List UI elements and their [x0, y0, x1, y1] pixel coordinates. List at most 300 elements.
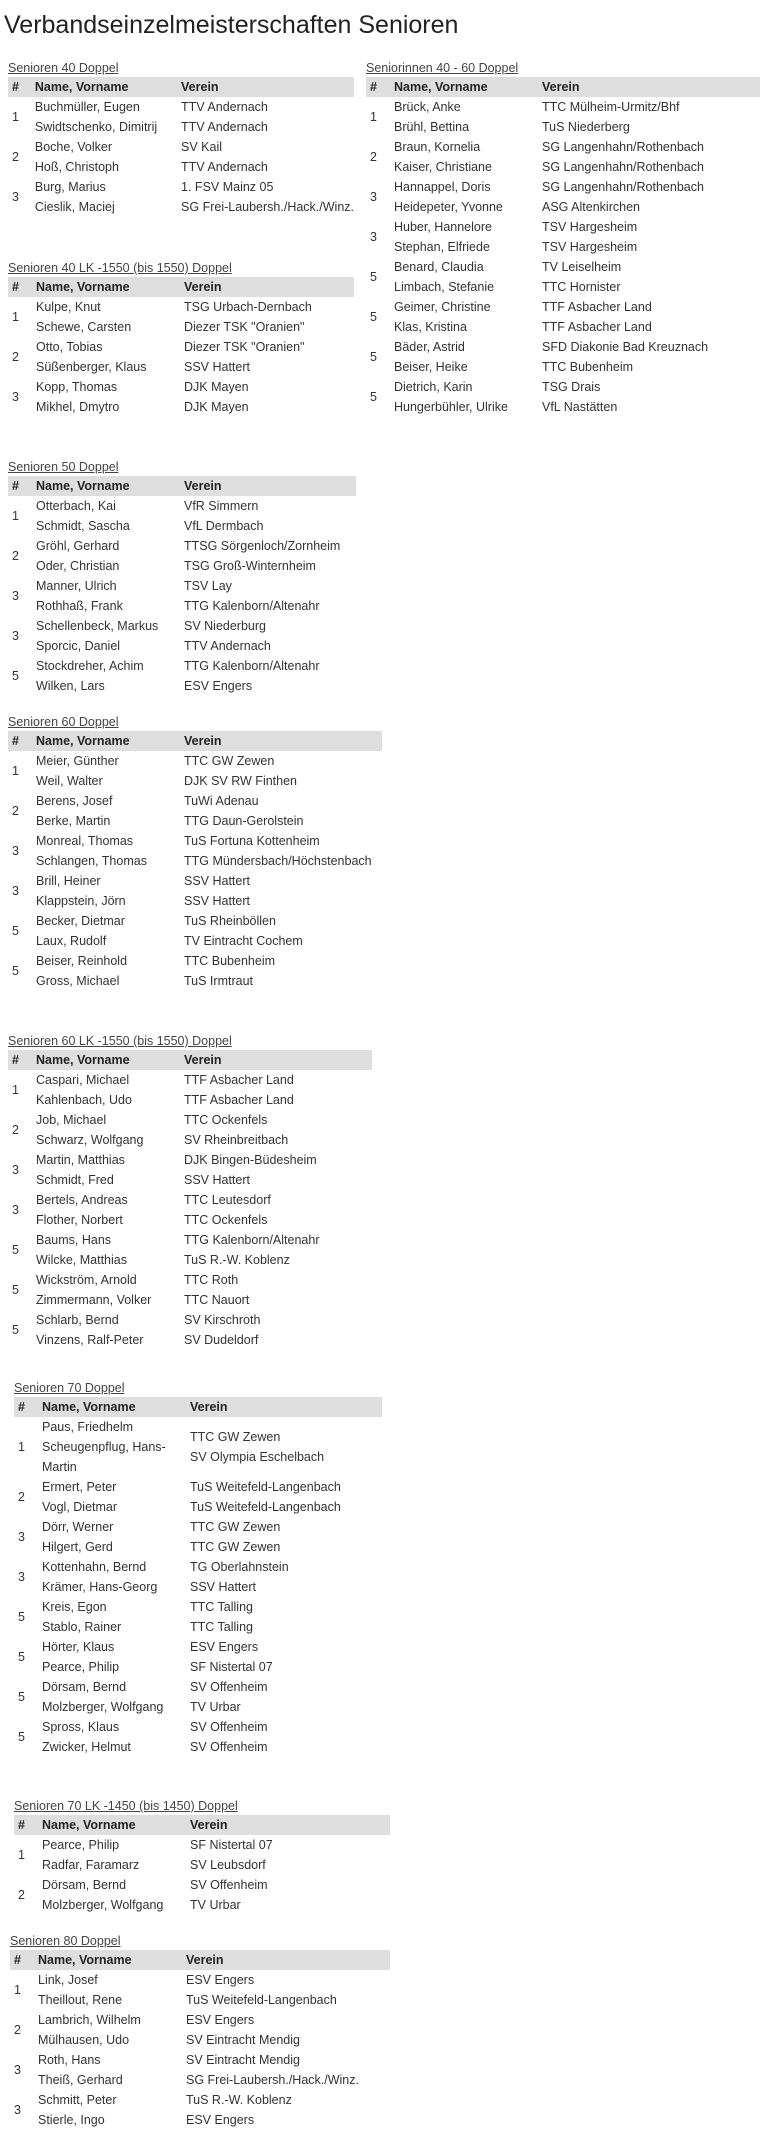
section-title: Senioren 60 LK -1550 (bis 1550) Doppel — [8, 1034, 232, 1048]
rank-cell: 5 — [18, 1730, 25, 1744]
club-name: TTC Roth — [184, 1273, 239, 1287]
player-names-cell — [34, 2050, 182, 2090]
player-names-cell — [390, 257, 538, 297]
club-name: TTC Talling — [190, 1620, 253, 1634]
club-name: TuS Weitefeld-Langenbach — [190, 1480, 341, 1494]
club-names-cell — [186, 1477, 382, 1517]
table-row — [8, 1070, 372, 1110]
club-name: Diezer TSK "Oranien" — [184, 340, 305, 354]
club-name: TTC Ockenfels — [184, 1113, 268, 1127]
player-name: Spross, Klaus — [42, 1720, 120, 1734]
table-row — [14, 1835, 390, 1875]
player-names-cell — [390, 177, 538, 217]
section-senioren-40-doppel — [8, 60, 354, 217]
table-header-row — [14, 1397, 382, 1417]
rank-cell: 3 — [12, 844, 19, 858]
club-name: TuWi Adenau — [184, 794, 259, 808]
table-row — [14, 1557, 382, 1597]
table-row — [10, 1970, 390, 2010]
club-name: TSV Lay — [184, 579, 232, 593]
player-names-cell — [32, 337, 180, 377]
player-names-cell — [38, 1417, 186, 1477]
club-names-cell — [180, 1310, 372, 1350]
player-name: Kulpe, Knut — [36, 300, 101, 314]
table-row — [366, 137, 760, 177]
table-row — [366, 217, 760, 257]
table-row — [8, 751, 382, 791]
player-names-cell — [38, 1717, 186, 1757]
player-name: Beiser, Heike — [394, 360, 468, 374]
club-name: TuS Niederberg — [542, 120, 630, 134]
header-rank: # — [14, 1397, 38, 1417]
player-names-cell — [34, 2010, 182, 2050]
club-name: TTV Andernach — [181, 100, 268, 114]
player-name: Hungerbühler, Ulrike — [394, 400, 508, 414]
club-name: 1. FSV Mainz 05 — [181, 180, 274, 194]
club-names-cell — [180, 911, 382, 951]
player-name: Klas, Kristina — [394, 320, 467, 334]
player-name: Rothhaß, Frank — [36, 599, 123, 613]
player-names-cell — [32, 496, 180, 536]
table-row — [8, 97, 354, 137]
rank-cell: 3 — [18, 1570, 25, 1584]
club-names-cell — [538, 297, 760, 337]
rank-cell: 2 — [370, 150, 377, 164]
club-name: TTC Bubenheim — [542, 360, 634, 374]
club-names-cell — [177, 177, 354, 217]
player-name: Dietrich, Karin — [394, 380, 473, 394]
section-senioren-60-doppel — [8, 714, 382, 991]
club-names-cell — [186, 1557, 382, 1597]
results-table — [366, 77, 760, 417]
results-table — [10, 1950, 390, 2130]
club-name: TTC Ockenfels — [184, 1213, 268, 1227]
player-name: Geimer, Christine — [394, 300, 491, 314]
club-name: TTC GW Zewen — [184, 754, 275, 768]
player-name: Baums, Hans — [36, 1233, 112, 1247]
table-row — [14, 1517, 382, 1557]
results-table — [8, 476, 356, 696]
table-header-row — [366, 77, 760, 97]
player-name: Vogl, Dietmar — [42, 1500, 118, 1514]
player-name: Ermert, Peter — [42, 1480, 117, 1494]
player-name: Theillout, Rene — [38, 1993, 123, 2007]
player-name: Benard, Claudia — [394, 260, 484, 274]
club-names-cell — [180, 377, 354, 417]
club-name: SV Kail — [181, 140, 223, 154]
player-name: Radfar, Faramarz — [42, 1858, 140, 1872]
player-name: Kottenhahn, Bernd — [42, 1560, 147, 1574]
table-row — [366, 257, 760, 297]
player-names-cell — [390, 217, 538, 257]
rank-cell: 5 — [370, 310, 377, 324]
results-table — [8, 277, 354, 417]
player-name: Wilken, Lars — [36, 679, 105, 693]
rank-cell: 3 — [18, 1530, 25, 1544]
player-name: Boche, Volker — [34, 140, 113, 154]
player-name: Zwicker, Helmut — [42, 1740, 131, 1754]
club-names-cell — [538, 257, 760, 297]
player-name: Monreal, Thomas — [36, 834, 134, 848]
rank-cell: 3 — [370, 190, 377, 204]
results-table — [8, 1050, 372, 1350]
table-row — [8, 297, 354, 337]
club-name: TTG Kalenborn/Altenahr — [184, 599, 320, 613]
club-names-cell — [180, 871, 382, 911]
table-row — [14, 1677, 382, 1717]
club-names-cell — [538, 337, 760, 377]
club-name: TSG Groß-Winternheim — [184, 559, 316, 573]
section-senioren-80-doppel — [10, 1933, 390, 2130]
club-name: SFD Diakonie Bad Kreuznach — [542, 340, 709, 354]
table-row — [14, 1417, 382, 1477]
player-names-cell — [32, 536, 180, 576]
player-names-cell — [390, 297, 538, 337]
player-name: Kopp, Thomas — [36, 380, 118, 394]
club-name: SF Nistertal 07 — [190, 1660, 273, 1674]
player-names-cell — [32, 1310, 180, 1350]
player-name: Schmidt, Sascha — [36, 519, 130, 533]
player-name: Brück, Anke — [394, 100, 461, 114]
club-name: TTC GW Zewen — [190, 1540, 281, 1554]
player-name: Molzberger, Wolfgang — [42, 1898, 164, 1912]
rank-cell: 5 — [12, 1243, 19, 1257]
player-names-cell — [38, 1477, 186, 1517]
rank-cell: 5 — [12, 924, 19, 938]
table-header-row — [8, 77, 354, 97]
player-name: Hoß, Christoph — [34, 160, 119, 174]
rank-cell: 2 — [18, 1888, 25, 1902]
club-name: TTF Asbacher Land — [542, 320, 652, 334]
club-names-cell — [180, 576, 356, 616]
table-row — [14, 1597, 382, 1637]
player-names-cell — [31, 177, 177, 217]
player-name: Heidepeter, Yvonne — [394, 200, 503, 214]
player-name: Weil, Walter — [36, 774, 103, 788]
club-name: TTG Mündersbach/Höchstenbach — [184, 854, 372, 868]
player-names-cell — [32, 1270, 180, 1310]
player-name: Roth, Hans — [38, 2053, 101, 2067]
club-name: Diezer TSK "Oranien" — [184, 320, 305, 334]
club-name: SG Langenhahn/Rothenbach — [542, 160, 704, 174]
club-name: DJK Mayen — [184, 380, 249, 394]
player-names-cell — [38, 1637, 186, 1677]
player-name: Stephan, Elfriede — [394, 240, 490, 254]
player-names-cell — [32, 911, 180, 951]
player-name: Bäder, Astrid — [394, 340, 465, 354]
club-name: SG Frei-Laubersh./Hack./Winz. — [186, 2073, 359, 2087]
club-name: TuS Irmtraut — [184, 974, 253, 988]
rank-cell: 1 — [12, 110, 19, 124]
club-name: DJK Mayen — [184, 400, 249, 414]
player-name: Limbach, Stefanie — [394, 280, 495, 294]
club-name: TV Urbar — [190, 1898, 241, 1912]
table-row — [366, 297, 760, 337]
player-name: Hannappel, Doris — [394, 180, 491, 194]
club-name: SV Eintracht Mendig — [186, 2033, 300, 2047]
player-names-cell — [32, 831, 180, 871]
section-senioren-40-lk-doppel — [8, 260, 354, 417]
player-name: Schmidt, Fred — [36, 1173, 114, 1187]
header-name: Name, Vorname — [32, 1050, 180, 1070]
player-name: Hilgert, Gerd — [42, 1540, 113, 1554]
club-name: TTSG Sörgenloch/Zornheim — [184, 539, 341, 553]
club-name: TTC Talling — [190, 1600, 253, 1614]
rank-cell: 2 — [12, 1123, 19, 1137]
rank-cell: 1 — [14, 1983, 21, 1997]
table-row — [8, 831, 382, 871]
club-name: TuS Weitefeld-Langenbach — [190, 1500, 341, 1514]
header-rank: # — [8, 731, 32, 751]
player-name: Buchmüller, Eugen — [34, 100, 140, 114]
table-row — [366, 377, 760, 417]
player-names-cell — [32, 1230, 180, 1270]
club-name: TuS R.-W. Koblenz — [186, 2093, 292, 2107]
club-names-cell — [186, 1597, 382, 1637]
club-name: SV Niederburg — [184, 619, 266, 633]
player-names-cell — [32, 656, 180, 696]
club-name: TTC Leutesdorf — [184, 1193, 271, 1207]
club-names-cell — [538, 217, 760, 257]
club-name: ASG Altenkirchen — [542, 200, 640, 214]
club-name: SSV Hattert — [190, 1580, 256, 1594]
rank-cell: 1 — [12, 764, 19, 778]
player-name: Schewe, Carsten — [36, 320, 132, 334]
rank-cell: 5 — [18, 1610, 25, 1624]
table-row — [8, 177, 354, 217]
player-names-cell — [32, 751, 180, 791]
player-names-cell — [32, 576, 180, 616]
player-name: Hörter, Klaus — [42, 1640, 115, 1654]
club-name: SG Frei-Laubersh./Hack./Winz. — [181, 200, 354, 214]
club-name: TTF Asbacher Land — [184, 1093, 294, 1107]
club-name: TTG Daun-Gerolstein — [184, 814, 304, 828]
player-names-cell — [32, 297, 180, 337]
table-row — [8, 1190, 372, 1230]
club-name: TTF Asbacher Land — [184, 1073, 294, 1087]
table-row — [8, 871, 382, 911]
club-names-cell — [538, 177, 760, 217]
club-name: VfR Simmern — [184, 499, 259, 513]
player-name: Cieslik, Maciej — [34, 200, 115, 214]
table-row — [366, 337, 760, 377]
player-names-cell — [32, 791, 180, 831]
header-name: Name, Vorname — [32, 731, 180, 751]
club-names-cell — [186, 1637, 382, 1677]
rank-cell: 5 — [370, 350, 377, 364]
player-name: Pearce, Philip — [42, 1660, 120, 1674]
club-names-cell — [186, 1835, 390, 1875]
club-name: TuS R.-W. Koblenz — [184, 1253, 290, 1267]
rank-cell: 5 — [12, 669, 19, 683]
rank-cell: 3 — [12, 884, 19, 898]
rank-cell: 3 — [12, 1203, 19, 1217]
club-name: TTV Andernach — [184, 639, 271, 653]
player-name: Schmitt, Peter — [38, 2093, 117, 2107]
player-names-cell — [38, 1557, 186, 1597]
club-name: SV Rheinbreitbach — [184, 1133, 289, 1147]
player-names-cell — [390, 377, 538, 417]
header-club: Verein — [180, 277, 354, 297]
player-name: Dörsam, Bernd — [42, 1680, 127, 1694]
club-names-cell — [538, 137, 760, 177]
rank-cell: 1 — [12, 509, 19, 523]
header-club: Verein — [180, 1050, 372, 1070]
player-name: Klappstein, Jörn — [36, 894, 126, 908]
player-name: Zimmermann, Volker — [36, 1293, 152, 1307]
header-club: Verein — [186, 1397, 382, 1417]
header-rank: # — [8, 277, 32, 297]
club-name: TTC Nauort — [184, 1293, 250, 1307]
table-row — [10, 2010, 390, 2050]
player-name: Job, Michael — [36, 1113, 107, 1127]
player-names-cell — [31, 97, 177, 137]
club-name: SSV Hattert — [184, 874, 250, 888]
results-table — [14, 1397, 382, 1757]
club-name: TTC Bubenheim — [184, 954, 276, 968]
section-senioren-70-doppel — [14, 1380, 382, 1757]
club-names-cell — [180, 337, 354, 377]
player-name: Manner, Ulrich — [36, 579, 117, 593]
rank-cell: 5 — [12, 1323, 19, 1337]
club-names-cell — [186, 1875, 390, 1915]
table-row — [8, 656, 356, 696]
player-name: Huber, Hannelore — [394, 220, 492, 234]
header-rank: # — [10, 1950, 34, 1970]
table-row — [8, 337, 354, 377]
club-names-cell — [182, 2010, 390, 2050]
club-name: TTV Andernach — [181, 120, 268, 134]
player-name: Krämer, Hans-Georg — [42, 1580, 158, 1594]
table-row — [14, 1717, 382, 1757]
player-name: Flother, Norbert — [36, 1213, 123, 1227]
rank-cell: 3 — [12, 629, 19, 643]
player-name: Oder, Christian — [36, 559, 120, 573]
section-seniorinnen-40-60-doppel — [366, 60, 760, 417]
player-names-cell — [38, 1597, 186, 1637]
club-names-cell — [180, 1190, 372, 1230]
player-name: Sporcic, Daniel — [36, 639, 121, 653]
table-row — [8, 137, 354, 177]
club-names-cell — [180, 1270, 372, 1310]
table-row — [8, 791, 382, 831]
player-name: Schlangen, Thomas — [36, 854, 147, 868]
table-row — [8, 951, 382, 991]
table-row — [8, 536, 356, 576]
table-row — [366, 177, 760, 217]
club-name: TTC GW Zewen — [190, 1520, 281, 1534]
player-names-cell — [32, 1070, 180, 1110]
club-names-cell — [186, 1417, 382, 1477]
club-name: TuS Fortuna Kottenheim — [184, 834, 320, 848]
rank-cell: 5 — [370, 390, 377, 404]
table-row — [8, 576, 356, 616]
player-name: Stockdreher, Achim — [36, 659, 144, 673]
player-names-cell — [38, 1875, 186, 1915]
club-names-cell — [177, 97, 354, 137]
player-name: Burg, Marius — [34, 180, 106, 194]
section-title: Senioren 50 Doppel — [8, 460, 119, 474]
table-row — [14, 1477, 382, 1517]
club-name: ESV Engers — [190, 1640, 259, 1654]
page-title: Verbandseinzelmeisterschaften Senioren — [4, 11, 459, 39]
player-name: Süßenberger, Klaus — [36, 360, 147, 374]
club-name: SV Offenheim — [190, 1740, 268, 1754]
club-name: SF Nistertal 07 — [190, 1838, 273, 1852]
table-row — [14, 1637, 382, 1677]
rank-cell: 1 — [12, 1083, 19, 1097]
player-names-cell — [31, 137, 177, 177]
rank-cell: 3 — [12, 190, 19, 204]
club-name: DJK SV RW Finthen — [184, 774, 298, 788]
rank-cell: 2 — [12, 350, 19, 364]
player-name: Meier, Günther — [36, 754, 119, 768]
player-name: Schwarz, Wolfgang — [36, 1133, 144, 1147]
header-club: Verein — [538, 77, 760, 97]
header-rank: # — [8, 1050, 32, 1070]
club-names-cell — [182, 2090, 390, 2130]
club-names-cell — [180, 656, 356, 696]
rank-cell: 5 — [18, 1650, 25, 1664]
player-names-cell — [390, 137, 538, 177]
club-names-cell — [538, 97, 760, 137]
table-row — [8, 1270, 372, 1310]
section-title: Seniorinnen 40 - 60 Doppel — [366, 61, 519, 75]
table-row — [10, 2050, 390, 2090]
club-name: SV Leubsdorf — [190, 1858, 266, 1872]
player-name: Martin, Matthias — [36, 1153, 125, 1167]
player-names-cell — [32, 1150, 180, 1190]
rank-cell: 2 — [12, 549, 19, 563]
club-name: ESV Engers — [184, 679, 253, 693]
rank-cell: 3 — [14, 2103, 21, 2117]
header-club: Verein — [180, 476, 356, 496]
club-name: SV Offenheim — [190, 1720, 268, 1734]
club-names-cell — [180, 751, 382, 791]
player-name: Braun, Kornelia — [394, 140, 481, 154]
player-name: Mikhel, Dmytro — [36, 400, 120, 414]
club-names-cell — [180, 951, 382, 991]
rank-cell: 3 — [12, 589, 19, 603]
player-names-cell — [390, 97, 538, 137]
player-name: Vinzens, Ralf-Peter — [36, 1333, 144, 1347]
section-senioren-70-lk-doppel — [14, 1798, 390, 1915]
header-club: Verein — [182, 1950, 390, 1970]
rank-cell: 3 — [12, 1163, 19, 1177]
table-row — [8, 1110, 372, 1150]
player-name: Wilcke, Matthias — [36, 1253, 127, 1267]
player-name: Beiser, Reinhold — [36, 954, 128, 968]
header-name: Name, Vorname — [31, 77, 177, 97]
club-names-cell — [180, 297, 354, 337]
player-name: Schellenbeck, Markus — [36, 619, 159, 633]
player-names-cell — [38, 1677, 186, 1717]
table-header-row — [10, 1950, 390, 1970]
club-name: SV Olympia Eschelbach — [190, 1450, 325, 1464]
club-name: SSV Hattert — [184, 1173, 250, 1187]
club-name: TTG Kalenborn/Altenahr — [184, 1233, 320, 1247]
rank-cell: 5 — [370, 270, 377, 284]
table-header-row — [8, 277, 354, 297]
player-name: Bertels, Andreas — [36, 1193, 128, 1207]
rank-cell: 2 — [18, 1490, 25, 1504]
club-name: ESV Engers — [186, 1973, 255, 1987]
header-club: Verein — [186, 1815, 390, 1835]
club-name: VfL Nastätten — [542, 400, 618, 414]
player-name: Kaiser, Christiane — [394, 160, 492, 174]
player-name: Wickström, Arnold — [36, 1273, 137, 1287]
player-name: Becker, Dietmar — [36, 914, 125, 928]
